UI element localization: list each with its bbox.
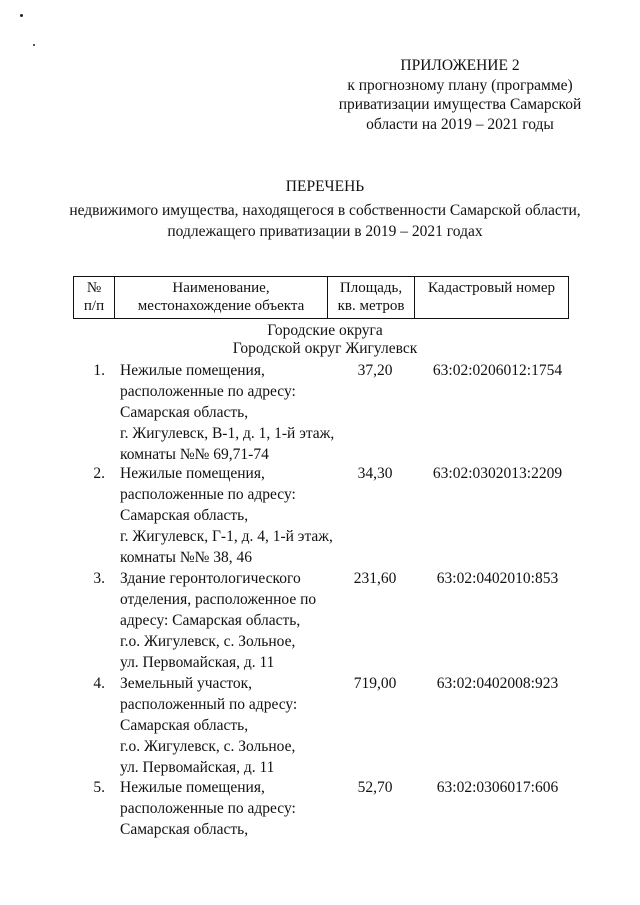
row-line: комнаты №№ 69,71-74 xyxy=(120,446,269,463)
row-line: отделения, расположенное по xyxy=(120,591,317,608)
row-cadastral: 63:02:0206012:1754 xyxy=(432,362,563,379)
row-line: Самарская область, xyxy=(120,821,249,838)
row-line: г. Жигулевск, Г-1, д. 4, 1-й этаж, xyxy=(120,528,333,545)
row-area: 719,00 xyxy=(353,675,397,692)
document-subtitle-line: подлежащего приватизации в 2019 – 2021 годах xyxy=(167,223,483,240)
row-line: Нежилые помещения, xyxy=(120,362,265,379)
appendix-line: приватизации имущества Самарской xyxy=(338,96,582,113)
row-line: г.о. Жигулевск, с. Зольное, xyxy=(120,738,296,755)
row-number: 2. xyxy=(93,465,105,482)
row-description xyxy=(120,673,350,778)
row-line: Нежилые помещения, xyxy=(120,465,265,482)
document-heading xyxy=(40,176,610,242)
row-line: ул. Первомайская, д. 11 xyxy=(120,759,275,776)
row-number: 4. xyxy=(93,675,105,692)
row-description xyxy=(120,568,350,673)
header-name-line1: Наименование, xyxy=(172,280,270,296)
row-number: 1. xyxy=(93,362,105,379)
subsection-title: Городской округ Жигулевск xyxy=(232,340,418,357)
row-line: Здание геронтологического xyxy=(120,570,301,587)
row-number: 5. xyxy=(93,779,105,796)
appendix-block xyxy=(310,56,610,134)
header-area-line2: кв. метров xyxy=(337,298,405,314)
row-line: расположенный по адресу: xyxy=(120,696,298,713)
row-area: 52,70 xyxy=(357,779,393,796)
scan-speck xyxy=(33,44,35,46)
header-num-line2: п/п xyxy=(83,298,105,314)
row-area: 37,20 xyxy=(357,362,393,379)
row-line: Нежилые помещения, xyxy=(120,779,265,796)
header-cadastral-text: Кадастровый номер xyxy=(428,280,555,296)
header-area xyxy=(328,277,415,319)
row-line: ул. Первомайская, д. 11 xyxy=(120,654,275,671)
row-description xyxy=(120,777,350,840)
row-cadastral: 63:02:0306017:606 xyxy=(436,779,559,796)
row-description xyxy=(120,360,350,465)
header-name xyxy=(115,277,328,319)
row-area: 34,30 xyxy=(357,465,393,482)
header-area-line1: Площадь, xyxy=(339,280,403,296)
appendix-line: области на 2019 – 2021 годы xyxy=(366,115,554,133)
document-subtitle-line: недвижимого имущества, находящегося в собственности Самарской области, xyxy=(69,202,581,219)
row-line: Земельный участок, xyxy=(120,675,253,692)
row-description xyxy=(120,463,350,568)
row-line: г.о. Жигулевск, с. Зольное, xyxy=(120,633,296,650)
table-header xyxy=(73,276,569,319)
row-line: Самарская область, xyxy=(120,717,249,734)
appendix-line: к прогнозному плану (программе) xyxy=(347,76,573,94)
section-title: Городские округа xyxy=(267,322,383,339)
row-line: расположенные по адресу: xyxy=(120,383,296,400)
header-cadastral xyxy=(415,277,569,319)
row-cadastral: 63:02:0402008:923 xyxy=(436,675,559,692)
row-line: комнаты №№ 38, 46 xyxy=(120,549,253,566)
row-line: г. Жигулевск, В-1, д. 1, 1-й этаж, xyxy=(120,425,335,442)
row-cadastral: 63:02:0302013:2209 xyxy=(432,465,563,482)
row-line: расположенные по адресу: xyxy=(120,800,296,817)
row-line: адресу: Самарская область, xyxy=(120,612,301,629)
scan-speck xyxy=(20,14,23,17)
row-number: 3. xyxy=(93,570,105,587)
appendix-title: ПРИЛОЖЕНИЕ 2 xyxy=(400,57,520,74)
header-num xyxy=(74,277,115,319)
row-line: расположенные по адресу: xyxy=(120,486,296,503)
row-line: Самарская область, xyxy=(120,507,249,524)
header-name-line2: местонахождение объекта xyxy=(137,298,305,314)
row-cadastral: 63:02:0402010:853 xyxy=(436,570,559,587)
document-title: ПЕРЕЧЕНЬ xyxy=(285,178,365,195)
row-line: Самарская область, xyxy=(120,404,249,421)
header-num-line1: № xyxy=(86,280,102,296)
row-area: 231,60 xyxy=(353,570,397,587)
